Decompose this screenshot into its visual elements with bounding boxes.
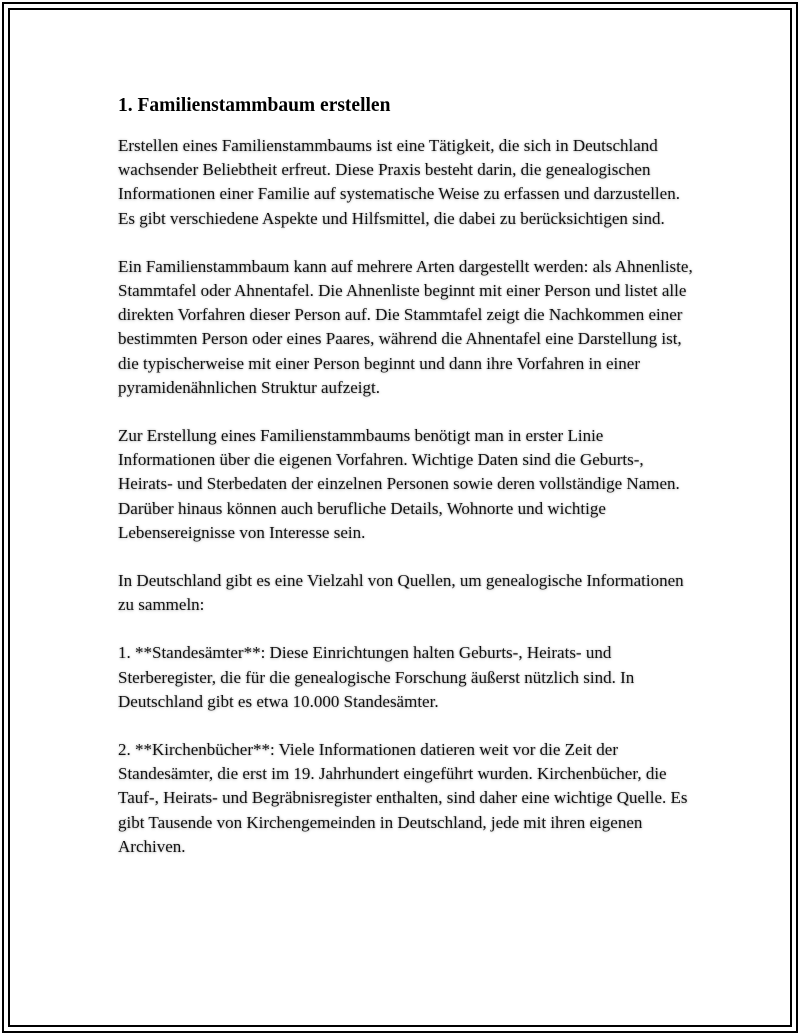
document-body	[118, 92, 698, 883]
section-heading: 1. Familienstammbaum erstellen	[118, 95, 391, 116]
list-item-kirchenbuecher: 2. **Kirchenbücher**: Viele Informationen datieren weit vor die Zeit der Standesämter, die erst im 19. Jahrhundert eingeführt wurden. Kirchenbücher, die Tauf-, Heirats- und Begräbnisregister enthalten, sind daher eine wichtige Quelle. Es gibt Tausende von Kirchengemeinden in Deutschland, jede mit ihren eigenen Archiven.	[118, 740, 688, 856]
paragraph-representations: Ein Familienstammbaum kann auf mehrere Arten dargestellt werden: als Ahnenliste, Stammtafel oder Ahnentafel. Die Ahnenliste beginnt mit einer Person und listet alle direkten Vorfahren dieser Person auf. Die Stammtafel zeigt die Nachkommen einer bestimmten Person oder eines Paares, während die Ahnentafel eine Darstellung ist, die typischerweise mit einer Person beginnt und dann ihre Vorfahren in einer pyramidenähnlichen Struktur aufzeigt.	[118, 256, 693, 397]
list-item-standesaemter: 1. **Standesämter**: Diese Einrichtungen halten Geburts-, Heirats- und Sterberegister, die für die genealogische Forschung äußerst nützlich sind. In Deutschland gibt es etwa 10.000 Standesämter.	[118, 643, 635, 711]
paragraph-intro: Erstellen eines Familienstammbaums ist eine Tätigkeit, die sich in Deutschland wachsender Beliebtheit erfreut. Diese Praxis besteht darin, die genealogischen Informationen einer Familie auf systematische Weise zu erfassen und darzustellen. Es gibt verschiedene Aspekte und Hilfsmittel, die dabei zu berücksichtigen sind.	[118, 136, 680, 228]
paragraph-required-data: Zur Erstellung eines Familienstammbaums benötigt man in erster Linie Informationen über die eigenen Vorfahren. Wichtige Daten sind die Geburts-, Heirats- und Sterbedaten der einzelnen Personen sowie deren vollständige Namen. Darüber hinaus können auch berufliche Details, Wohnorte und wichtige Lebensereignisse von Interesse sein.	[118, 426, 680, 542]
paragraph-sources-intro: In Deutschland gibt es eine Vielzahl von Quellen, um genealogische Informationen zu sammeln:	[118, 571, 684, 615]
